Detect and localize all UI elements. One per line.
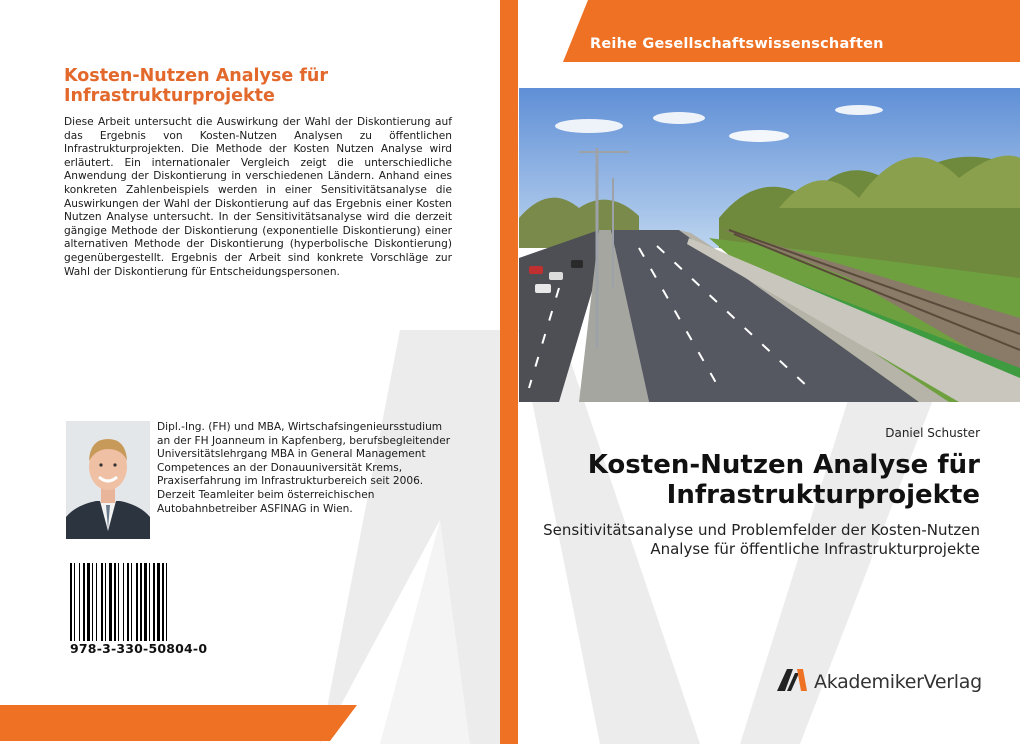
back-cover-blurb: Diese Arbeit untersucht die Auswirkung der Wahl der Diskontierung auf das Ergebnis von Kosten-Nutzen Analysen zu öffentlichen Infrastrukturprojekten. Die Methode der Kosten Nutzen Analyse wird erläutert. Ein internationaler Vergleich zeigt die unterschiedliche Anwendung der Diskontierung in verschiedenen Ländern. Anhand eines konkreten Zahlenbeispiels werden in einer Sensitivitätsanalyse die Auswirkungen der Wahl der Diskontierung auf das Ergebnis einer Kosten Nutzen Analyse untersucht. In der Sensitivitätsanalyse wird die derzeit gängige Methode der Diskontierung (exponentielle Diskontierung) einer alternativen Methode der Diskontierung (hyperbolische Diskontierung) gegenübergestellt. Ergebnis der Arbeit sind konkrete Vorschläge zur Wahl der Diskontierung für Entscheidungspersonen. <box>64 116 452 278</box>
back-cover-orange-stripe <box>0 705 357 741</box>
author-photo <box>66 421 150 539</box>
front-cover-subtitle: Sensitivitätsanalyse und Problemfelder der Kosten-Nutzen Analyse für öffentliche Infrastrukturprojekte <box>543 521 980 558</box>
front-cover-title: Kosten-Nutzen Analyse für Infrastrukturprojekte <box>587 450 980 510</box>
book-spine <box>500 0 518 744</box>
author-bio: Dipl.-Ing. (FH) und MBA, Wirtschafsingenieursstudium an der FH Joanneum in Kapfenberg, berufsbegleitender Universitätslehrgang MBA in General Management Competences an der Donauuniversität Krems, Praxiserfahrung im Infrastrukturbereich seit 2006. Derzeit Teamleiter beim österreichischen Autobahnbetreiber ASFINAG in Wien. <box>157 421 451 515</box>
author-name: Daniel Schuster <box>885 426 980 440</box>
publisher-name: AkademikerVerlag <box>814 671 982 693</box>
back-cover-title: Kosten-Nutzen Analyse für Infrastrukturprojekte <box>64 66 329 106</box>
series-banner <box>563 0 1020 62</box>
series-title: Reihe Gesellschaftswissenschaften <box>590 36 884 52</box>
isbn-number: 978-3-330-50804-0 <box>70 641 208 656</box>
cover-photo-highway <box>519 88 1020 402</box>
barcode-icon <box>70 563 214 641</box>
